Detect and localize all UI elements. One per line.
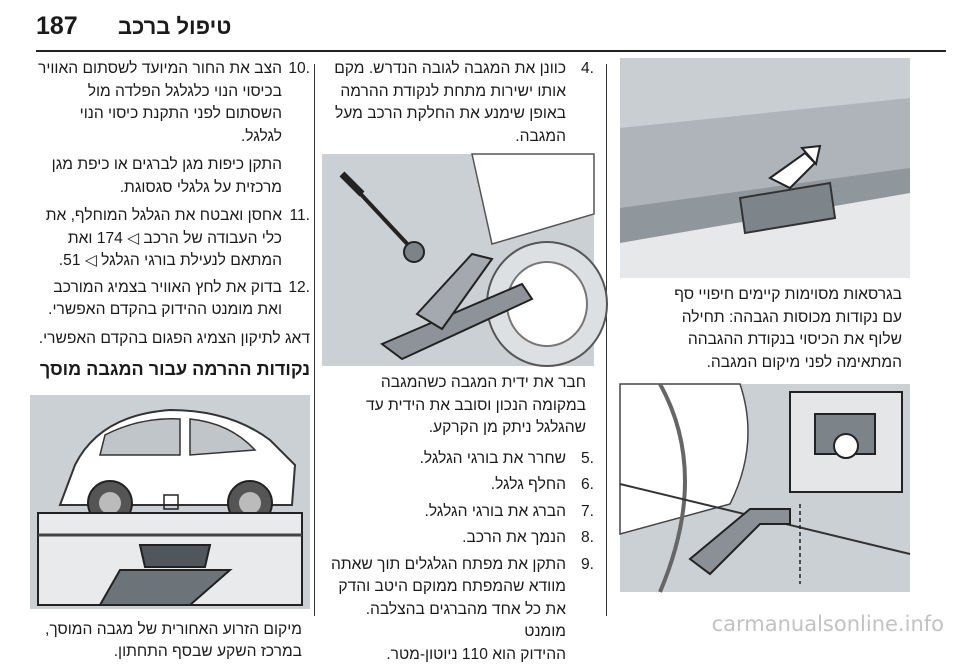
note-hubcaps: התקן כיפות מגן לברגים או כיפת מגן מרכזית על גלגלי סגסוגת. <box>30 154 310 199</box>
step-7: 7. הברג את בורגי הגלגל. <box>322 501 594 524</box>
page-number: 187 <box>36 12 78 41</box>
step-5: 5. שחרר את בורגי הגלגל. <box>322 448 594 471</box>
header-rule <box>36 50 946 52</box>
figure-jack-handle <box>322 154 594 366</box>
figure-jack-point <box>620 384 910 592</box>
column-middle <box>322 58 594 666</box>
column-divider-right <box>606 64 607 616</box>
section-heading-garage-jack: נקודות ההרמה עבור המגבה מוסך <box>30 358 310 381</box>
column-left <box>30 58 310 664</box>
sill-cover-illustration <box>620 58 910 278</box>
column-right <box>620 58 910 592</box>
jack-point-illustration <box>620 384 910 592</box>
steps-5-to-8 <box>322 448 594 550</box>
step-8: 8. הנמך את הרכב. <box>322 527 594 550</box>
column-divider-left <box>314 64 315 616</box>
figure-sill-cover <box>620 58 910 278</box>
step-12: 12. בדוק את לחץ האוויר בצמיג המורכב ואת מומנט ההידוק בהקדם האפשרי. <box>30 277 310 322</box>
page-title: טיפול ברכב <box>118 14 231 40</box>
step-6: 6. החלף גלגל. <box>322 474 594 497</box>
garage-jack-illustration <box>30 395 310 609</box>
step-4: 4. כוונן את המגבה לגובה הנדרש. מקם אותו ישירות מתחת לנקודת ההרמה באופן שימנע את החלקת הרכב מעל המגבה. <box>322 58 594 148</box>
step-9: 9. התקן את מפתח הגלגלים תוך שאתה מוודא שהמפתח ממוקם היטב והדק את כל אחד מהברגים בהצלבה. מומנט ההידוק הוא 110 ניוטון-מטר. <box>322 554 594 666</box>
page-header <box>0 0 960 52</box>
caption-sill-cover: בגרסאות מסוימות קיימים חיפויי סף עם נקודות מכוסות הגבהה: תחילה שלוף את הכיסוי בנקודת ההגבהה המתאימה לפני מיקום המגבה. <box>620 284 910 374</box>
caption-garage-jack: מיקום הזרוע האחורית של מגבה המוסך, במרכז השקע שבסף התחתון. <box>30 619 310 664</box>
step-10: 10. הצב את החור המיועד לשסתום האוויר בכיסוי הנוי כלגלגל הפלדה מול השסתום לפני התקנת כיסוי הנוי לגלגל. <box>30 58 310 148</box>
caption-jack-handle: חבר את ידית המגבה כשהמגבה במקומה הנכון וסובב את הידית עד שהגלגל ניתק מן הקרקע. <box>322 372 594 440</box>
step-11: 11. אחסן ואבטח את הגלגל המוחלף, את כלי העבודה של הרכב ◁ 174 ואת המתאם לנעילת בורגי הגלגל ◁ 51. <box>30 205 310 273</box>
jack-handle-illustration <box>322 154 594 366</box>
tire-repair-note: דאג לתיקון הצמיג הפגום בהקדם האפשרי. <box>30 328 310 351</box>
figure-garage-jack <box>30 395 310 609</box>
watermark: carmanualsonline.info <box>712 612 944 636</box>
